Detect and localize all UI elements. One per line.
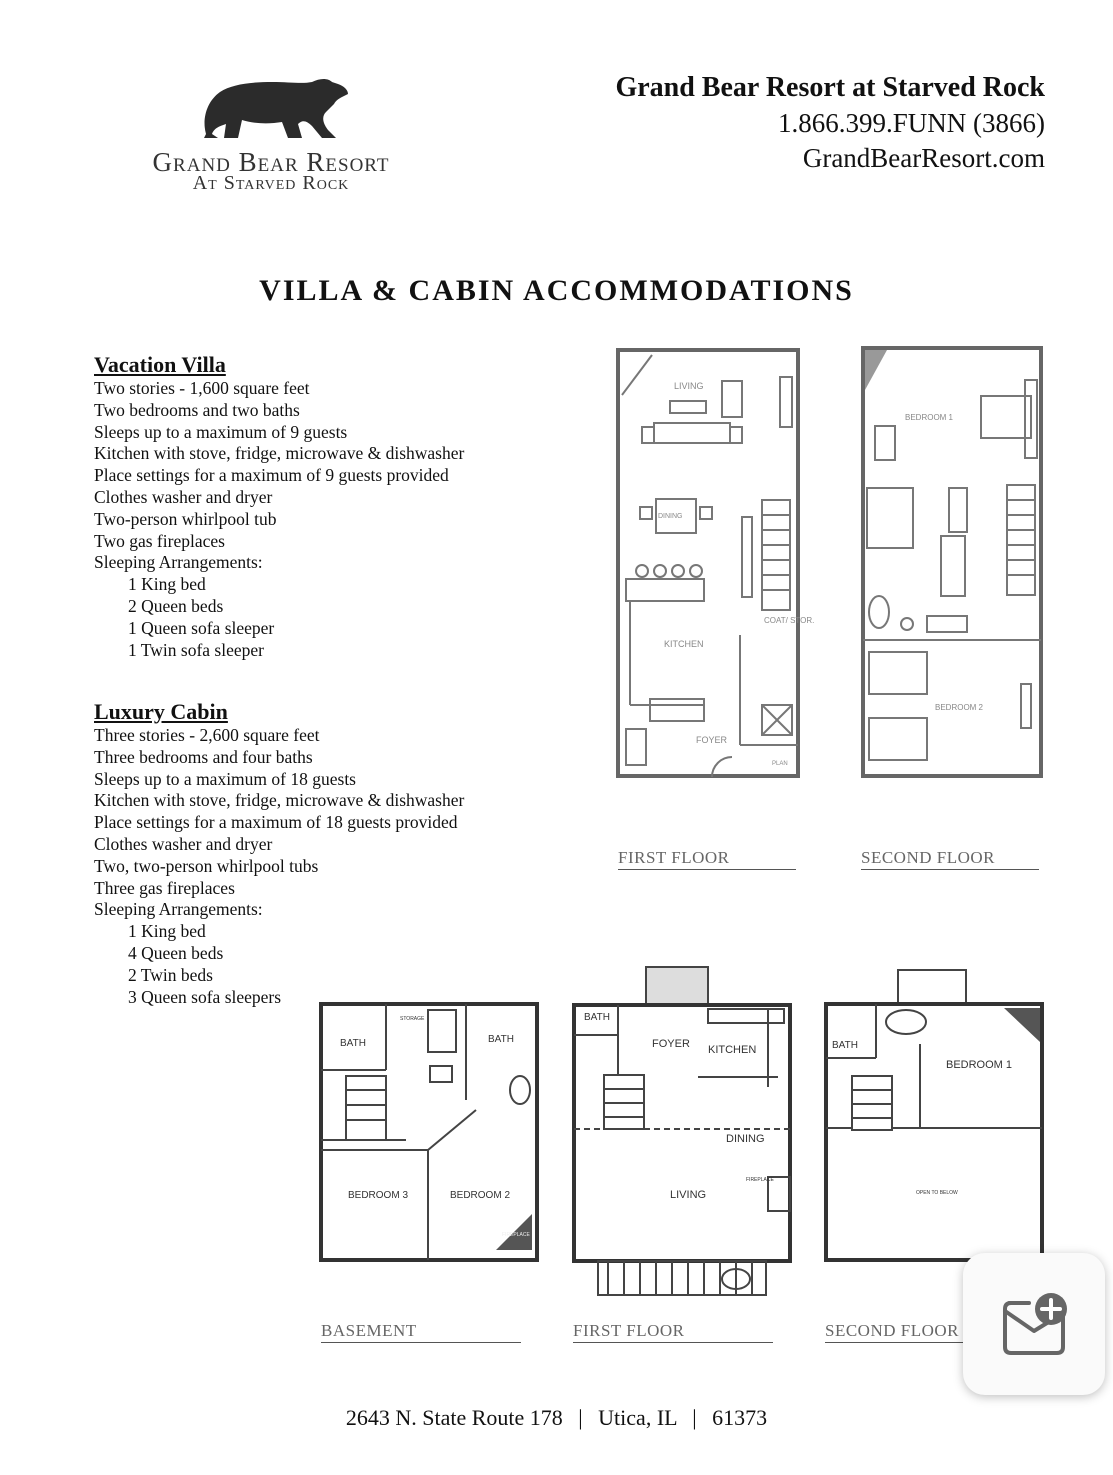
room-label: KITCHEN [664,639,704,649]
add-mail-button[interactable] [963,1253,1105,1395]
street-address: 2643 N. State Route 178 [345,1405,563,1430]
list-item: Sleeping Arrangements: [94,552,263,573]
villa-second-floor-label: SECOND FLOOR [861,848,1039,870]
list-item: 1 Twin sofa sleeper [128,639,264,660]
list-item: Two gas fireplaces [94,530,225,551]
villa-second-floor-plan [857,340,1047,815]
contact-block [615,70,1045,176]
list-item: 2 Queen beds [128,595,224,616]
villa-section [94,352,464,661]
cabin-title: Luxury Cabin [94,699,228,724]
room-label: BEDROOM 1 [905,413,954,422]
add-mail-icon [963,1253,1105,1395]
list-item: 1 King bed [128,574,206,595]
list-item: Place settings for a maximum of 18 guests provided [94,812,458,833]
villa-features [94,378,464,661]
room-label: BEDROOM 2 [450,1190,511,1201]
room-label: OPEN TO BELOW [916,1190,958,1196]
cabin-second-floor-plan [820,966,1048,1266]
list-item: Clothes washer and dryer [94,486,273,507]
cabin-first-floor-label: FIRST FLOOR [573,1321,773,1343]
villa-first-floor-plan [612,345,815,790]
room-label: DINING [658,513,683,520]
room-label: BEDROOM 1 [946,1059,1013,1071]
cabin-first-floor-plan [568,965,798,1300]
room-label: FOYER [696,735,728,745]
list-item: Sleeping Arrangements: [94,899,263,920]
room-label: KITCHEN [708,1044,757,1056]
list-item: Clothes washer and dryer [94,833,273,854]
room-label: FIREPLACE [502,1232,530,1238]
list-item: Sleeps up to a maximum of 18 guests [94,768,356,789]
cabin-second-floor-label: SECOND FLOOR [825,1321,1025,1343]
room-label: BATH [340,1038,366,1049]
cabin-section [94,699,464,1008]
room-label: FIREPLACE [746,1177,774,1183]
room-label: BEDROOM 3 [348,1190,409,1201]
separator: | [578,1405,583,1430]
list-item: Three stories - 2,600 square feet [94,725,320,745]
zip-code: 61373 [712,1405,768,1430]
list-item: 1 Queen sofa sleeper [128,617,275,638]
list-item: 2 Twin beds [128,964,213,985]
list-item: Two stories - 1,600 square feet [94,378,310,398]
villa-first-floor-label: FIRST FLOOR [618,848,796,870]
list-item: Three bedrooms and four baths [94,746,313,767]
bear-icon [198,76,350,142]
phone-number: 1.866.399.FUNN (3866) [778,108,1045,138]
room-label: BATH [832,1040,858,1051]
villa-title: Vacation Villa [94,352,226,377]
list-item: Kitchen with stove, fridge, microwave & dishwasher [94,790,465,811]
resort-name: Grand Bear Resort at Starved Rock [615,72,1045,103]
separator: | [692,1405,697,1430]
room-label: FOYER [652,1038,690,1050]
website: GrandBearResort.com [802,143,1045,173]
room-label: LIVING [670,1189,707,1201]
room-label: COAT/ STOR. [764,616,815,625]
list-item: Two, two-person whirlpool tubs [94,855,319,876]
page-title: VILLA & CABIN ACCOMMODATIONS [259,274,854,307]
list-item: Kitchen with stove, fridge, microwave & dishwasher [94,443,465,464]
room-label: BATH [584,1012,610,1023]
list-item: 3 Queen sofa sleepers [128,986,282,1007]
list-item: Three gas fireplaces [94,877,235,898]
cabin-basement-plan [316,1000,544,1265]
room-label: PLAN [772,761,788,767]
logo-name: Grand Bear Resort [152,147,390,177]
list-item: Sleeps up to a maximum of 9 guests [94,421,348,442]
list-item: Two-person whirlpool tub [94,508,277,529]
cabin-basement-label: BASEMENT [321,1321,521,1343]
room-label: STORAGE [400,1016,425,1022]
logo-subtitle: At Starved Rock [192,172,350,194]
cabin-features [94,725,464,1008]
room-label: DINING [726,1133,765,1145]
list-item: 4 Queen beds [128,942,224,963]
city-state: Utica, IL [598,1405,677,1430]
list-item: 1 King bed [128,921,206,942]
room-label: BATH [488,1034,514,1045]
room-label: BEDROOM 2 [935,703,984,712]
list-item: Two bedrooms and two baths [94,399,300,420]
room-label: LIVING [674,381,704,391]
list-item: Place settings for a maximum of 9 guests provided [94,465,449,486]
address-footer [0,1405,1113,1431]
